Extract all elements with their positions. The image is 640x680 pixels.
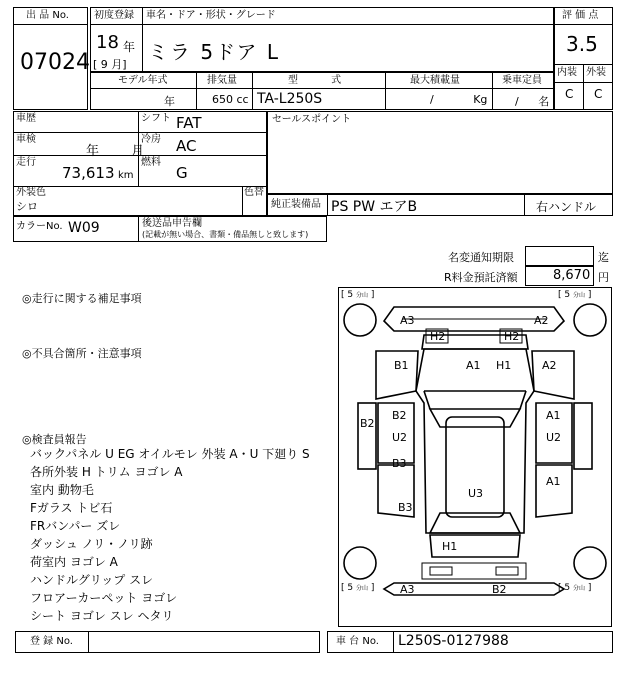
first-registration-label: 初度登録 [94, 10, 134, 21]
svg-text:[ 5 分山 ]: [ 5 分山 ] [558, 583, 592, 593]
tire-unit: 分山 [572, 292, 585, 299]
svg-text:[ 5 分山 ]: [ 5 分山 ] [341, 290, 375, 300]
recycle-fee-value: 8,670 [553, 268, 591, 283]
tire-tread-rr: 5 [564, 583, 571, 593]
defects-title: ◎不具合箇所・注意事項 [22, 347, 142, 360]
driving-notes-title: ◎走行に関する補足事項 [22, 292, 142, 305]
interior-grade: C [565, 87, 574, 101]
damage-mark: A1 [546, 475, 561, 488]
inspector-report-title: ◎検査員報告 [22, 433, 87, 446]
color-value: シロ [16, 200, 38, 213]
capacity-label: 乗車定員 [502, 75, 542, 86]
name-change-suffix: 迄 [598, 251, 609, 264]
fuel-value: G [176, 164, 188, 182]
damage-mark: A1 [546, 409, 561, 422]
inspector-line: フロアーカーペット ヨゴレ [30, 591, 178, 605]
inspector-line: シート ヨゴレ スレ ヘタリ [30, 609, 174, 623]
damage-mark: H2 [504, 330, 520, 343]
damage-mark: A1 [466, 359, 481, 372]
tire-tread-fr: 5 [564, 290, 571, 300]
cooling-value: AC [176, 137, 197, 155]
equipment-label: 純正装備品 [271, 199, 321, 210]
inspector-line: ダッシュ ノリ・ノリ跡 [30, 537, 153, 551]
first-registration-year: 18 [96, 32, 119, 53]
lot-number: 07024 [20, 50, 90, 75]
color-label: 外装色 [16, 187, 46, 198]
after-items-note: (記載が無い場合、書類・備品無しと致します) [142, 230, 309, 239]
mileage-label: 走行 [16, 157, 36, 168]
tire-unit: 分山 [355, 585, 368, 592]
first-registration-month: [ 9 月] [93, 58, 127, 71]
car-damage-diagram [338, 287, 612, 627]
model-year-unit: 年 [164, 95, 175, 108]
damage-mark: U3 [468, 487, 484, 500]
damage-mark: H1 [496, 359, 512, 372]
damage-mark: B2 [360, 417, 375, 430]
body-outline [416, 349, 534, 533]
color-box [13, 186, 267, 216]
car-name-value: ミラ 5ドア L [148, 40, 280, 64]
damage-mark: B3 [398, 501, 413, 514]
mileage-unit: km [118, 170, 134, 181]
tire-icon [344, 304, 376, 336]
year-unit: 年 [123, 40, 136, 54]
inspector-line: 荷室内 ヨゴレ A [30, 555, 118, 569]
shift-label: シフト [141, 113, 171, 124]
capacity-value: / 名 [515, 95, 550, 108]
score-value: 3.5 [566, 32, 598, 56]
tire-tread-fl: 5 [347, 290, 354, 300]
svg-text:[ 5 分山 ]: [ 5 分山 ] [558, 290, 592, 300]
after-items-label: 後送品申告欄 [142, 218, 202, 229]
damage-mark: A3 [400, 314, 415, 327]
recycle-fee-unit: 円 [598, 271, 609, 284]
lot-number-label: 出 品 No. [26, 10, 69, 21]
damage-mark: H2 [430, 330, 446, 343]
svg-text:[ 5 分山 ]: [ 5 分山 ] [341, 583, 375, 593]
inspector-line: バックパネル U EG オイルモレ 外装 A・U 下廻り S [30, 447, 310, 461]
rear-window-outline [430, 513, 520, 533]
fuel-label: 燃料 [141, 157, 161, 168]
damage-mark: A2 [542, 359, 557, 372]
name-change-box [525, 246, 594, 266]
right-rear-door-outline [536, 465, 572, 517]
cooling-label: 冷房 [141, 134, 161, 145]
shift-value: FAT [176, 114, 202, 132]
tire-icon [344, 547, 376, 579]
max-load-value: / Kg [430, 93, 488, 106]
exterior-grade: C [594, 87, 603, 101]
exterior-grade-label: 外装 [586, 67, 606, 78]
sales-point-label: セールスポイント [272, 114, 352, 125]
damage-mark: A3 [400, 583, 415, 596]
damage-mark: B3 [392, 457, 407, 470]
damage-mark: U2 [546, 431, 562, 444]
max-load-label: 最大積載量 [410, 75, 460, 86]
type-value: TA-L250S [257, 91, 323, 107]
recycle-fee-label: R料金預託済額 [444, 271, 518, 284]
roof-outline [446, 417, 504, 517]
inspection-value: 年 月 [86, 144, 145, 159]
car-name-label: 車名・ドア・形状・グレード [146, 10, 276, 21]
registration-number-label: 登 録 No. [30, 636, 73, 647]
chassis-number-value: L250S-0127988 [398, 633, 509, 649]
inspector-line: 室内 動物毛 [30, 483, 94, 497]
color-number-value: W09 [68, 220, 100, 236]
equipment-value: PS PW エアB [331, 199, 418, 215]
damage-mark: A2 [534, 314, 549, 327]
model-year-label: モデル年式 [118, 75, 168, 86]
mileage-value: 73,613 [62, 164, 115, 182]
inspector-line: ハンドルグリップ スレ [30, 573, 154, 587]
name-change-label: 名変通知期限 [448, 251, 514, 264]
displacement-label: 排気量 [207, 75, 237, 86]
color-number-label: カラーNo. [16, 221, 63, 232]
chassis-number-label: 車 台 No. [336, 636, 379, 647]
displacement-value: 650 cc [212, 93, 249, 106]
interior-grade-label: 内装 [557, 67, 577, 78]
damage-mark: U2 [392, 431, 408, 444]
inspector-line: 各所外装 H トリム ヨゴレ A [30, 465, 183, 479]
damage-mark: B2 [492, 583, 507, 596]
inspection-label: 車検 [16, 134, 36, 145]
handle-value: 右ハンドル [536, 200, 597, 214]
tire-icon [574, 304, 606, 336]
type-label: 型 式 [288, 75, 342, 86]
score-label: 評 価 点 [562, 10, 599, 21]
inspector-line: Fガラス トビ石 [30, 501, 113, 515]
color-change-label: 色替 [244, 187, 264, 198]
tire-tread-rl: 5 [347, 583, 354, 593]
damage-mark: B2 [392, 409, 407, 422]
damage-mark: B1 [394, 359, 409, 372]
tire-icon [574, 547, 606, 579]
damage-mark: H1 [442, 540, 458, 553]
windshield-outline [430, 409, 520, 427]
tire-unit: 分山 [355, 292, 368, 299]
history-label: 車歴 [16, 113, 36, 124]
tire-unit: 分山 [572, 585, 585, 592]
inspector-line: FRバンパー ズレ [30, 519, 121, 533]
